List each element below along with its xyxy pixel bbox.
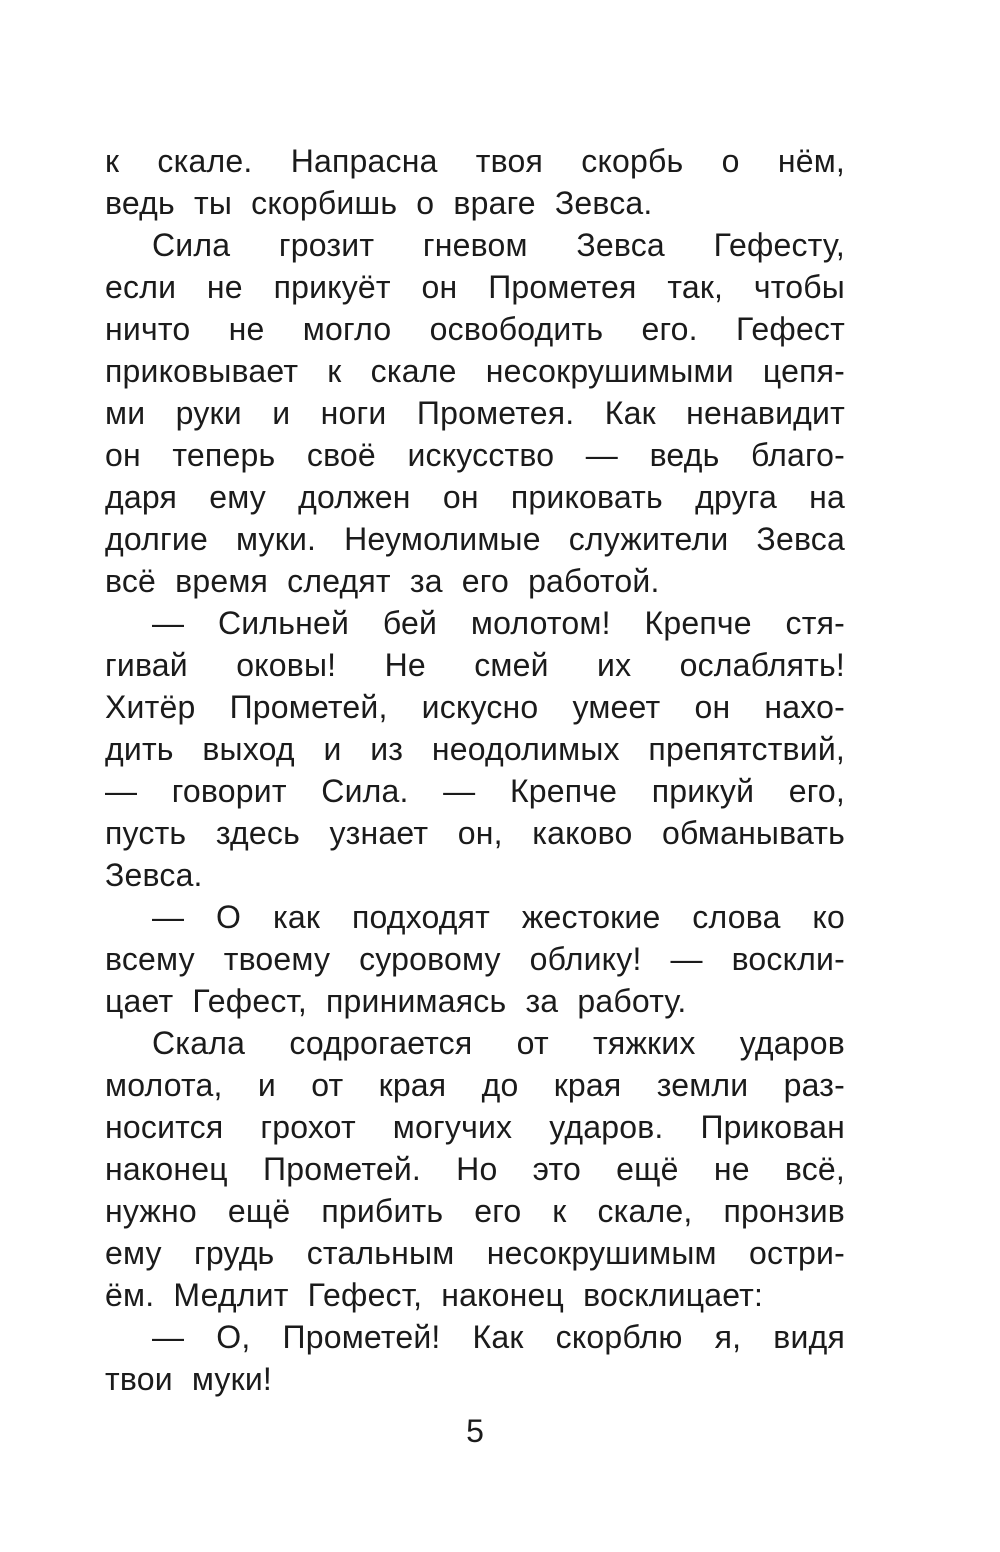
text-line: твои муки! — [105, 1361, 272, 1397]
text-line: — О как подходят жестокие слова ко — [152, 899, 845, 935]
text-line: — Сильней бей молотом! Крепче стя- — [152, 605, 845, 641]
text-line: пусть здесь узнает он, каково обманывать — [105, 815, 845, 851]
text-line: наконец Прометей. Но это ещё не всё, — [105, 1151, 845, 1187]
text-line: если не прикуёт он Прометея так, чтобы — [105, 269, 845, 305]
text-line: цает Гефест, принимаясь за работу. — [105, 983, 687, 1019]
text-line: ём. Медлит Гефест, наконец восклицает: — [105, 1277, 764, 1313]
text-line: всему твоему суровому облику! — воскли- — [105, 941, 845, 977]
text-line: даря ему должен он приковать друга на — [105, 479, 845, 515]
text-line: ничто не могло освободить его. Гефест — [105, 311, 845, 347]
text-line: Хитёр Прометей, искусно умеет он нахо- — [105, 689, 845, 725]
text-line: он теперь своё искусство — ведь благо- — [105, 437, 845, 473]
text-line: Зевса. — [105, 857, 203, 893]
text-line: ведь ты скорбишь о враге Зевса. — [105, 185, 653, 221]
text-line: приковывает к скале несокрушимыми цепя- — [105, 353, 845, 389]
page-text — [105, 140, 845, 1400]
text-line: всё время следят за его работой. — [105, 563, 660, 599]
text-line: ми руки и ноги Прометея. Как ненавидит — [105, 395, 845, 431]
text-line: Скала содрогается от тяжких ударов — [152, 1025, 845, 1061]
page-number: 5 — [466, 1413, 484, 1449]
text-line: Сила грозит гневом Зевса Гефесту, — [152, 227, 845, 263]
text-line: к скале. Напрасна твоя скорбь о нём, — [105, 143, 845, 179]
text-line: нужно ещё прибить его к скале, пронзив — [105, 1193, 845, 1229]
text-line: ему грудь стальным несокрушимым остри- — [105, 1235, 845, 1271]
text-line: — говорит Сила. — Крепче прикуй его, — [105, 773, 845, 809]
text-line: — О, Прометей! Как скорблю я, видя — [152, 1319, 845, 1355]
text-line: молота, и от края до края земли раз- — [105, 1067, 845, 1103]
text-line: носится грохот могучих ударов. Прикован — [105, 1109, 845, 1145]
text-line: дить выход и из неодолимых препятствий, — [105, 731, 845, 767]
text-line: гивай оковы! Не смей их ослаблять! — [105, 647, 845, 683]
text-line: долгие муки. Неумолимые служители Зевса — [105, 521, 845, 557]
